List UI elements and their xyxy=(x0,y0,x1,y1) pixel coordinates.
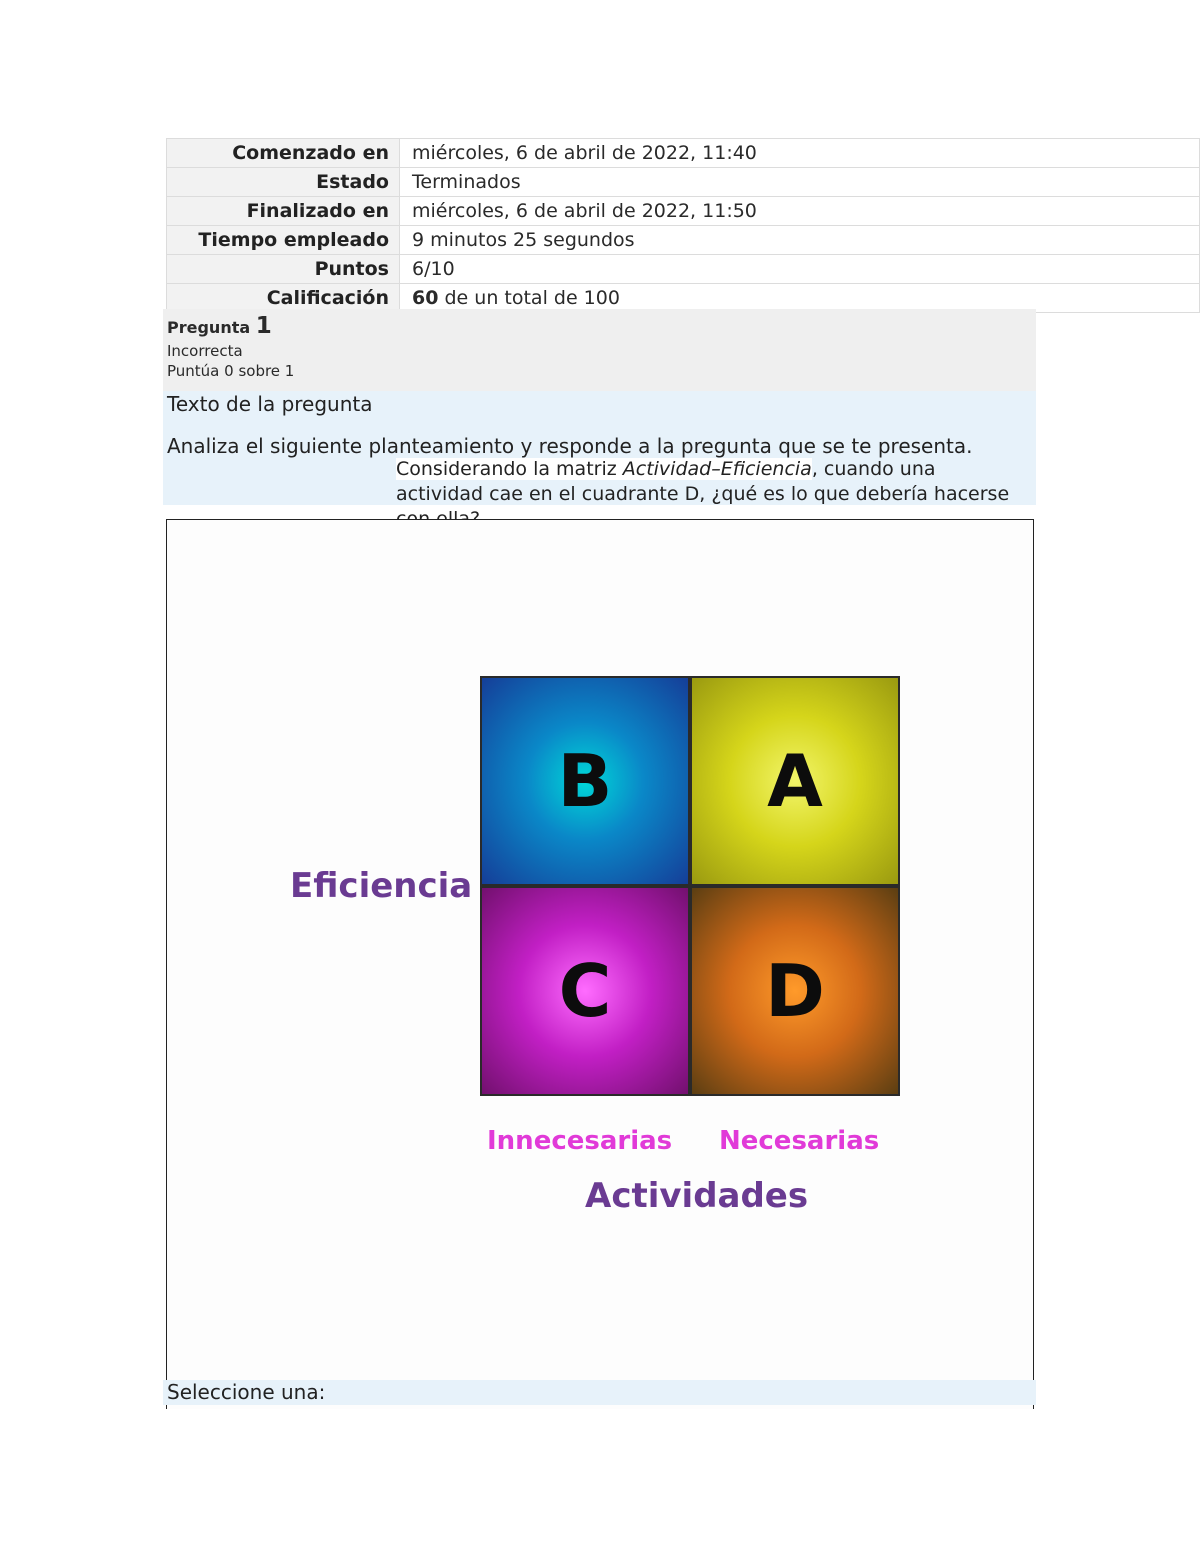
question-body-post: , cuando una actividad cae en el cuadrante D, ¿qué es lo que debería hacerse xyxy=(396,458,1010,505)
summary-label: Comenzado en xyxy=(167,139,400,168)
quadrant-b xyxy=(480,676,690,886)
summary-label: Puntos xyxy=(167,255,400,284)
grade-total: de un total de 100 xyxy=(438,287,620,309)
question-text-title: Texto de la pregunta xyxy=(167,392,373,416)
summary-row-finished xyxy=(167,197,1200,226)
matrix-x-category-right: Necesarias xyxy=(719,1126,880,1156)
quadrant-a xyxy=(690,676,900,886)
summary-label: Calificación xyxy=(167,284,400,313)
matrix-x-label: Actividades xyxy=(585,1176,809,1216)
quadrant-d xyxy=(690,886,900,1096)
question-info xyxy=(163,309,1036,391)
grade-value: 60 xyxy=(412,287,439,309)
matrix-x-category-left: Innecesarias xyxy=(487,1126,673,1156)
question-status: Incorrecta xyxy=(167,342,243,360)
summary-label: Finalizado en xyxy=(167,197,400,226)
attempt-summary-table xyxy=(166,138,1200,313)
summary-label: Tiempo empleado xyxy=(167,226,400,255)
question-body-pre: Considerando la matriz xyxy=(396,458,623,480)
select-one-label: Seleccione una: xyxy=(163,1380,1036,1405)
quadrant-letter: A xyxy=(767,739,823,823)
summary-row-time-taken xyxy=(167,226,1200,255)
summary-value: miércoles, 6 de abril de 2022, 11:50 xyxy=(400,197,1200,226)
question-text-block xyxy=(163,391,1036,505)
quadrant-letter: B xyxy=(557,739,613,823)
summary-value: Terminados xyxy=(400,168,1200,197)
summary-row-state xyxy=(167,168,1200,197)
summary-row-points xyxy=(167,255,1200,284)
question-number-value: 1 xyxy=(255,313,272,339)
question-intro: Analiza el siguiente planteamiento y responde a la pregunta que se te presenta. xyxy=(167,434,973,458)
summary-value: 9 minutos 25 segundos xyxy=(400,226,1200,255)
quadrant-letter: C xyxy=(558,949,612,1033)
summary-value: miércoles, 6 de abril de 2022, 11:40 xyxy=(400,139,1200,168)
matrix-y-label: Eficiencia xyxy=(290,866,473,906)
summary-row-started xyxy=(167,139,1200,168)
question-label: Pregunta xyxy=(167,318,251,337)
summary-label: Estado xyxy=(167,168,400,197)
summary-value: 6/10 xyxy=(400,255,1200,284)
question-body-italic: Actividad–Eficiencia xyxy=(622,458,812,480)
question-score: Puntúa 0 sobre 1 xyxy=(167,362,295,380)
quadrant-c xyxy=(480,886,690,1096)
quadrant-letter: D xyxy=(765,949,825,1033)
question-number xyxy=(167,313,1036,341)
